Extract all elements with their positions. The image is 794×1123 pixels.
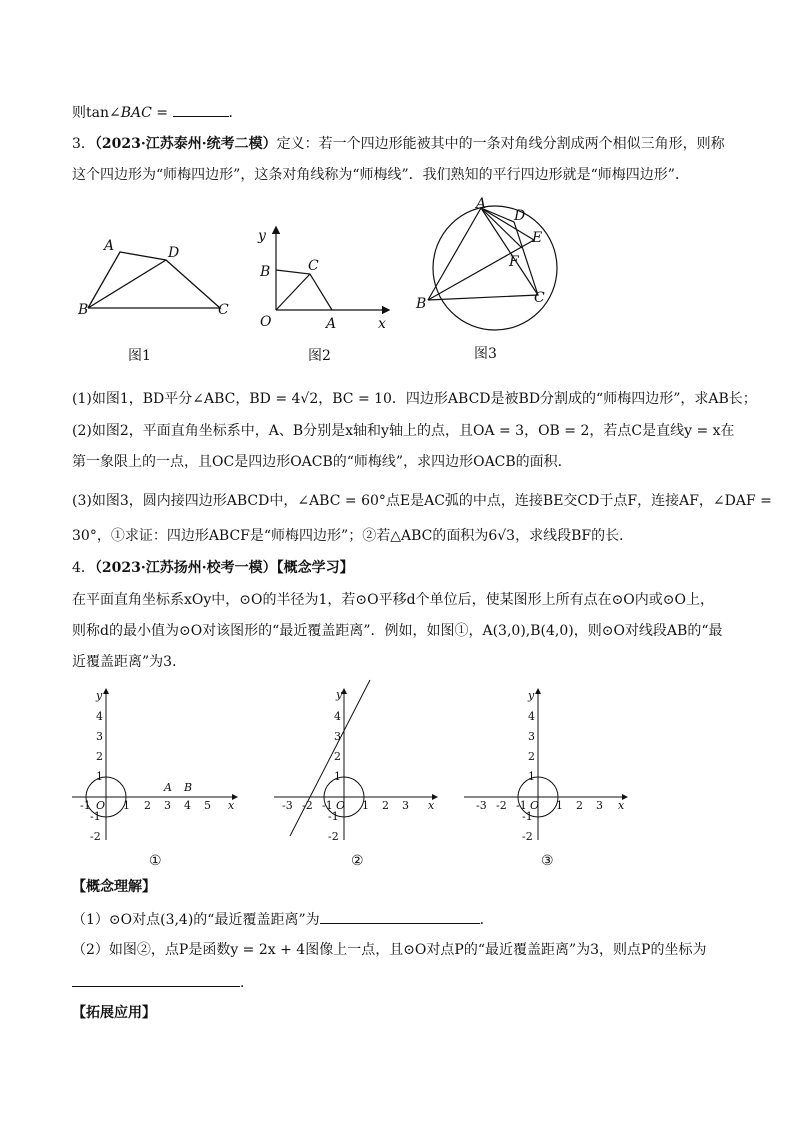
g3-xtick-2: 2 — [576, 799, 583, 812]
q4-u2-end: ． — [240, 975, 254, 991]
q2-answer-line — [72, 102, 243, 123]
g2-ytick-1: 1 — [334, 770, 341, 783]
q3-figure-3 — [410, 196, 570, 336]
q4-header-line — [72, 558, 354, 578]
q4-u2-answer-blank[interactable] — [72, 972, 240, 987]
fig3-segment-be — [428, 240, 534, 300]
g3-ytick-4: 4 — [528, 710, 535, 723]
g3-ytick-neg1: -1 — [522, 810, 533, 823]
fig3-label-d: D — [514, 208, 526, 224]
q4-u1-text: （1）⊙O对点(3,4)的“最近覆盖距离”为 — [72, 912, 320, 928]
g3-ytick-2: 2 — [528, 750, 535, 763]
g3-y-label: y — [528, 689, 535, 702]
g2-xtick-1: 1 — [362, 799, 369, 812]
g2-x-label: x — [428, 799, 435, 812]
q3-figure-2 — [252, 222, 397, 334]
g3-ytick-neg2: -2 — [522, 830, 533, 843]
q3-number: 3． — [72, 136, 95, 152]
g1-ytick-4: 4 — [96, 710, 103, 723]
q4-text-line-3: 近覆盖距离”为3． — [72, 654, 187, 670]
q4-graph-1 — [66, 685, 241, 845]
g2-caption: ② — [351, 853, 364, 869]
fig3-circle — [433, 206, 557, 330]
q4-heading: 【概念学习】 — [276, 560, 354, 576]
g2-ytick-neg2: -2 — [328, 830, 339, 843]
fig2-caption: 图2 — [308, 348, 331, 364]
g2-ytick-2: 2 — [334, 750, 341, 763]
fig2-label-o: O — [260, 314, 272, 330]
g2-ytick-neg1: -1 — [328, 810, 339, 823]
g2-xtick-neg3: -3 — [282, 799, 293, 812]
q3-intro-line-2: 这个四边形为“师梅四边形”，这条对角线称为“师梅线”．我们熟知的平行四边形就是“师梅四边形”． — [72, 167, 689, 183]
fig3-caption: 图3 — [474, 346, 497, 362]
g3-xtick-1: 1 — [556, 799, 563, 812]
g3-xtick-neg1: -1 — [516, 799, 527, 812]
q3-part2-line-2: 第一象限上的一点，且OC是四边形OACB的“师梅线”，求四边形OACB的面积． — [72, 454, 572, 470]
q4-graph-3 — [458, 685, 630, 845]
g2-xtick-neg1: -1 — [322, 799, 333, 812]
q4-graph-2 — [268, 678, 440, 843]
fig3-label-f: F — [509, 254, 519, 270]
g2-ytick-4: 4 — [334, 710, 341, 723]
fig2-quadrilateral — [276, 270, 332, 310]
q3-part1: (1)如图1，BD平分∠ABC，BD = 4√2，BC = 10．四边形ABCD是被BD分割成的“师梅四边形”，求AB长； — [72, 391, 757, 407]
fig3-segment-ae — [481, 208, 534, 240]
fig2-label-c: C — [308, 258, 319, 274]
q2-answer-blank[interactable] — [173, 102, 229, 117]
q4-text-line-1: 在平面直角坐标系xOy中，⊙O的半径为1，若⊙O平移d个单位后，使某图形上所有点在⊙O内或⊙O上， — [72, 592, 714, 608]
g3-xtick-neg2: -2 — [496, 799, 507, 812]
g1-ytick-neg2: -2 — [90, 830, 101, 843]
fig2-diagonal-oc — [276, 274, 310, 310]
g1-ytick-neg1: -1 — [90, 810, 101, 823]
q3-part2-line-1: (2)如图2，平面直角坐标系中，A、B分别是x轴和y轴上的点，且OA = 3，OB = 2，若点C是直线y = x在 — [72, 423, 735, 439]
g1-ytick-1: 1 — [96, 770, 103, 783]
g1-origin: O — [96, 799, 106, 812]
fig1-label-a: A — [104, 238, 115, 254]
g1-xtick-neg1: -1 — [80, 799, 91, 812]
q4-u1-line — [72, 909, 494, 930]
g1-ytick-2: 2 — [96, 750, 103, 763]
q3-source: （2023·江苏泰州·统考二模） — [94, 136, 277, 152]
fig3-label-b: B — [416, 296, 427, 312]
g3-caption: ③ — [541, 853, 554, 869]
q2-angle: BAC — [120, 105, 152, 121]
g1-xtick-5: 5 — [204, 799, 211, 812]
q4-understand-heading: 【概念理解】 — [72, 879, 156, 895]
q4-u1-answer-blank[interactable] — [320, 909, 480, 924]
g1-xtick-3: 3 — [164, 799, 171, 812]
g2-ytick-3: 3 — [334, 730, 341, 743]
q4-number: 4． — [72, 560, 95, 576]
fig2-label-a: A — [326, 316, 337, 332]
g3-ytick-3: 3 — [528, 730, 535, 743]
g2-y-label: y — [336, 688, 343, 701]
q3-intro-1: 定义：若一个四边形能被其中的一条对角线分割成两个相似三角形，则称 — [276, 136, 725, 152]
g1-y-label: y — [96, 689, 103, 702]
fig1-caption: 图1 — [128, 348, 151, 364]
fig2-label-b: B — [260, 264, 271, 280]
q2-prefix: 则tan∠ — [72, 105, 121, 121]
g1-point-b: B — [184, 781, 193, 794]
fig2-label-y: y — [258, 228, 266, 244]
q2-end: ． — [228, 105, 243, 121]
q3-figure-1 — [72, 230, 242, 325]
g1-xtick-1: 1 — [123, 799, 130, 812]
q4-u1-end: ． — [479, 912, 494, 928]
fig3-diagonal-ac — [481, 208, 538, 295]
q4-u2-answer-line — [72, 972, 254, 993]
q3-part3-line-2: 30°，①求证：四边形ABCF是“师梅四边形”；②若△ABC的面积为6√3，求线段BF的长． — [72, 528, 634, 544]
q4-source: （2023·江苏扬州·校考一模） — [94, 560, 277, 576]
fig1-label-d: D — [168, 245, 180, 261]
q4-text-line-2: 则称d的最小值为⊙O对该图形的“最近覆盖距离”．例如，如图①，A(3,0),B(4,0)，则⊙O对线段AB的“最 — [72, 623, 723, 639]
fig3-label-a: A — [476, 196, 487, 212]
g1-ytick-3: 3 — [96, 730, 103, 743]
g1-caption: ① — [149, 853, 162, 869]
fig1-label-b: B — [78, 302, 89, 318]
g3-x-label: x — [618, 799, 625, 812]
fig3-label-e: E — [532, 230, 543, 246]
fig2-label-x: x — [378, 316, 386, 332]
fig1-quadrilateral — [88, 252, 220, 308]
g1-xtick-2: 2 — [144, 799, 151, 812]
g3-origin: O — [530, 799, 540, 812]
fig1-label-c: C — [218, 302, 229, 318]
g3-ytick-1: 1 — [528, 770, 535, 783]
q4-extend-heading: 【拓展应用】 — [72, 1005, 156, 1021]
fig1-diagonal-bd — [88, 260, 166, 308]
g1-point-a: A — [164, 781, 172, 794]
g2-origin: O — [336, 799, 346, 812]
q4-u2-line: （2）如图②，点P是函数y = 2x + 4图像上一点，且⊙O对点P的“最近覆盖距离”为3，则点P的坐标为 — [72, 942, 707, 958]
g1-x-label: x — [228, 799, 235, 812]
g1-xtick-4: 4 — [184, 799, 191, 812]
g2-xtick-3: 3 — [402, 799, 409, 812]
g3-xtick-3: 3 — [596, 799, 603, 812]
q2-equals: = — [151, 105, 173, 121]
q3-part3-line-1: (3)如图3，圆内接四边形ABCD中，∠ABC = 60°点E是AC弧的中点，连接BE交CD于点F，连接AF，∠DAF = — [72, 493, 772, 509]
g2-xtick-neg2: -2 — [302, 799, 313, 812]
q3-intro-line-1 — [72, 134, 725, 154]
g2-xtick-2: 2 — [382, 799, 389, 812]
g3-xtick-neg3: -3 — [476, 799, 487, 812]
fig3-label-c: C — [534, 290, 545, 306]
